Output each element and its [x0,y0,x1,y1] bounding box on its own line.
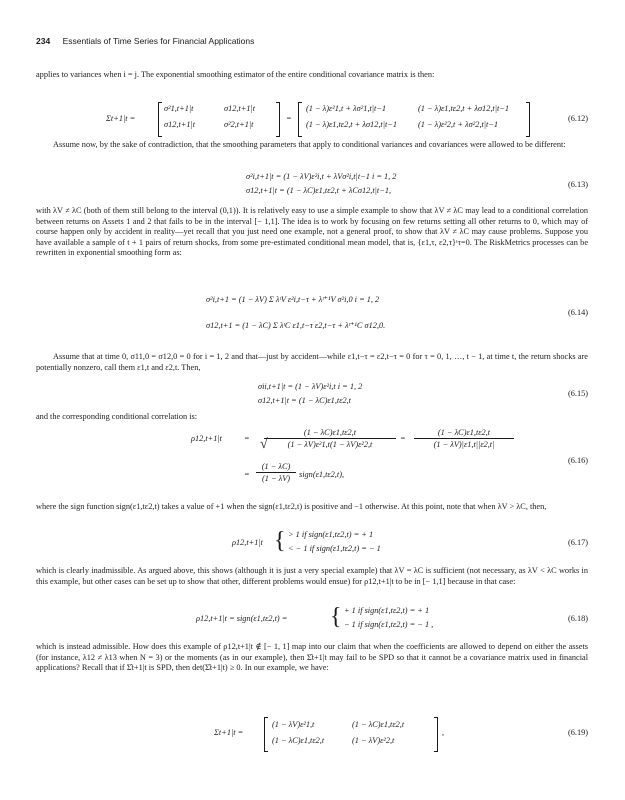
eq616-fraction-3 [256,462,296,483]
eq619-r21: (1 − λC)ε1,tε2,t [272,736,325,745]
paragraph-8: which is instead admissible. How does this example of ρ12,t+1|t ∉ [− 1, 1] map into our claim that when the coefficients are allowed to depend on either the assets (for instance, λ12 ≠ λ13 when N = 3) or the moments (as in our example), then Σ̂t+1|t may fail to be SPD so that it cannot be a covariance matrix used in financial applications? Recall that if Σ̂t+1|t is SPD, then det(Σ̂t+1|t) ≥ 0. In our example, we have: [36,642,588,673]
eq618-case-2: − 1 if sign(ε1,tε2,t) = − 1 , [344,620,434,629]
equation-6-13 [36,168,588,202]
eq617-brace: { [274,528,286,554]
equation-6-12 [36,100,588,140]
eq619-r11: (1 − λV)ε²1,t [272,720,315,729]
equation-6-14 [36,284,588,342]
paragraph-7: which is clearly inadmissible. As argued above, this shows (although it is just a very special example) that λV = λC is sufficient (not necessary, as λV < λC works in this example, but other cases can be set up to show that other, different problems would ensue) for ρ12,t+1|t to be in [− 1,1] because in that case: [36,566,588,586]
paragraph-6: where the sign function sign(ε1,tε2,t) takes a value of +1 when the sign(ε1,tε2,t) is positive and −1 otherwise. At this point, note that when λV > λC, then, [36,502,547,511]
eq619-bracket-right [434,717,438,752]
eq619-comma: , [442,728,445,737]
eq612-bracket-right-1 [276,102,280,137]
eq616-fraction-bar-2 [414,438,514,439]
page-number: 234 [36,36,51,46]
eq619-bracket-left [264,717,268,752]
eq618-lhs: ρ12,t+1|t = sign(ε1,tε2,t) = [196,614,288,623]
equation-6-17 [36,526,588,560]
eq616-equals-3: = [244,470,250,479]
eq619-r22: (1 − λV)ε²2,t [352,736,395,745]
eq613-line-1: σ²i,t+1|t = (1 − λV)ε²i,t + λVσ²i,t|t−1 i = 1, 2 [246,172,397,181]
equation-number-6-19: (6.19) [567,728,588,737]
running-title: Essentials of Time Series for Financial Applications [62,36,255,46]
eq612-bracket-right-2 [526,102,530,137]
eq618-case-1: + 1 if sign(ε1,tε2,t) = + 1 [344,606,430,615]
equation-6-15 [36,378,588,410]
equation-6-19 [36,716,588,754]
eq616-denominator-3: (1 − λV) [261,474,291,483]
paragraph-4: Assume that at time 0, σ11,0 = σ12,0 = 0 for i = 1, 2 and that—just by accident—while ε1,t−τ = ε2,t−τ = 0 for τ = 0, 1, …, t − 1, at time t, the return shocks are potentially nonzero, call them ε1,t and ε2,t. Then, [36,352,588,372]
eq619-lhs: Σt+1|t = [214,728,244,737]
equation-number-6-16: (6.16) [567,456,588,465]
eq615-line-1: σii,t+1|t = (1 − λV)ε²i,t i = 1, 2 [258,382,363,391]
eq612-m22: σ²2,t+1|t [224,120,254,129]
equation-number-6-15: (6.15) [567,389,588,398]
eq616-fraction-bar-3 [256,472,296,473]
paragraph-5: and the corresponding conditional correlation is: [36,412,198,421]
eq616-numerator-1: (1 − λC)ε1,tε2,t [303,428,357,437]
equation-number-6-12: (6.12) [567,114,588,123]
sqrt-sign: √ [260,437,268,452]
eq612-lhs: Σt+1|t = [106,114,136,123]
eq612-m21: σ12,t+1|t [164,120,196,129]
eq612-r11: (1 − λ)ε²1,t + λσ²1,t|t−1 [306,104,387,113]
eq617-case-1: > 1 if sign(ε1,tε2,t) = + 1 [288,530,374,539]
eq612-m11: σ²1,t+1|t [164,104,194,113]
eq618-brace: { [330,604,342,630]
eq616-denominator-2: (1 − λV)|ε1,t||ε2,t| [433,440,495,449]
eq616-fraction-1 [264,428,396,449]
paragraph-1: applies to variances when i = j. The exponential smoothing estimator of the entire conditional covariance matrix is then: [36,70,435,79]
eq612-equals: = [286,114,292,123]
equation-number-6-13: (6.13) [567,180,588,189]
eq616-denominator-1: (1 − λV)ε²1,t(1 − λV)ε²2,t [287,440,373,449]
eq612-bracket-left-1 [158,102,162,137]
equation-number-6-17: (6.17) [567,538,588,547]
eq616-equals-2: = [400,434,406,443]
eq612-r21: (1 − λ)ε1,tε2,t + λσ12,t|t−1 [306,120,398,129]
eq617-lhs: ρ12,t+1|t [232,538,263,547]
eq615-line-2: σ12,t+1|t = (1 − λC)ε1,tε2,t [258,396,351,405]
eq617-case-2: < − 1 if sign(ε1,tε2,t) = − 1 [288,544,381,553]
eq612-r22: (1 − λ)ε²2,t + λσ²2,t|t−1 [418,120,499,129]
eq619-r12: (1 − λC)ε1,tε2,t [352,720,405,729]
paragraph-2: Assume now, by the sake of contradiction, that the smoothing parameters that apply to conditional variances and covariances were allowed to be different: [53,140,566,149]
eq616-equals-1: = [244,434,250,443]
eq616-numerator-3: (1 − λC) [261,462,291,471]
equation-number-6-14: (6.14) [567,308,588,317]
equation-number-6-18: (6.18) [567,614,588,623]
eq612-r12: (1 − λ)ε1,tε2,t + λσ12,t|t−1 [418,104,510,113]
eq616-lhs: ρ12,t+1|t [191,434,222,443]
eq616-sign-term: sign(ε1,tε2,t), [299,470,345,479]
paragraph-3: with λV ≠ λC (both of them still belong to the interval (0,1)). It is relatively easy to use a simple example to show that λV ≠ λC may lead to a conditional correlation between returns on Assets 1 and 2 that fails to be in the interval [− 1,1]. The idea is to work by focusing on few returns setting all other returns to 0, which may of course happen only by accident in reality—yet recall that you just need one example, not a general proof, to show that λV ≠ λC may cause problems. Suppose you have available a sample of t + 1 pairs of return shocks, from some pre-estimated conditional mean model, that is, {ε1,τ, ε2,τ}ᵗτ=0. The RiskMetrics processes can be rewritten in exponential smoothing form as: [36,206,588,258]
equation-6-18 [36,602,588,636]
eq613-line-2: σ12,t+1|t = (1 − λC)ε1,tε2,t + λCσ12,t|t−1, [246,186,392,195]
eq612-m12: σ12,t+1|t [224,104,256,113]
eq614-line-2: σ12,t+1 = (1 − λC) Σ λᵗC ε1,t−τ ε2,t−τ + λᵗ⁺¹C σ12,0. [206,321,386,330]
eq616-fraction-2 [414,428,514,449]
eq616-numerator-2: (1 − λC)ε1,tε2,t [437,428,491,437]
eq614-line-1: σ²i,t+1 = (1 − λV) Σ λᵗV ε²i,t−τ + λᵗ⁺¹V σ²i,0 i = 1, 2 [206,295,380,304]
eq612-bracket-left-2 [298,102,302,137]
eq616-fraction-bar-1 [264,438,396,439]
page-header [36,36,589,46]
equation-6-16 [36,428,588,492]
